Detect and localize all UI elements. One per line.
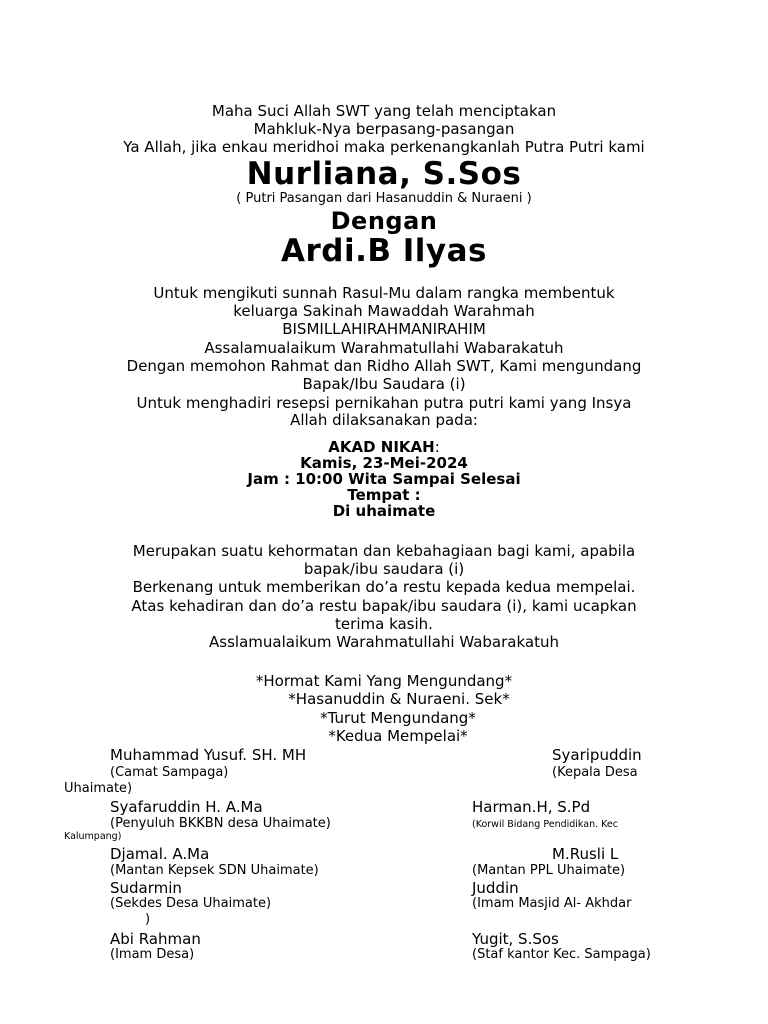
invitee-role: (Sekdes Desa Uhaimate) [110, 896, 272, 911]
invitee-name: Yugit, S.Sos [472, 930, 559, 948]
invitee-name: Syafaruddin H. A.Ma [110, 798, 263, 816]
closing-line-5: terima kasih. [335, 615, 433, 633]
signoff-line-4: *Kedua Mempelai* [328, 727, 468, 745]
event-date: Kamis, 23-Mei-2024 [300, 454, 468, 472]
body-line-7: Untuk menghadiri resepsi pernikahan putra putri kami yang Insya [136, 394, 632, 412]
body-line-2: keluarga Sakinah Mawaddah Warahmah [233, 302, 535, 320]
invitee-name: Syaripuddin [552, 746, 642, 764]
invitee-role: (Penyuluh BKKBN desa Uhaimate) [110, 816, 331, 831]
invitee-role: (Staf kantor Kec. Sampaga) [472, 947, 651, 962]
closing-line-3: Berkenang untuk memberikan do’a restu kepada kedua mempelai. [132, 578, 636, 596]
closing-line-2: bapak/ibu saudara (i) [303, 560, 465, 578]
event-time: Jam : 10:00 Wita Sampai Selesai [247, 470, 521, 488]
connector-dengan: Dengan [330, 207, 438, 235]
signoff-line-3: *Turut Mengundang* [320, 709, 476, 727]
event-place-label: Tempat : [347, 486, 421, 504]
event-label-colon: : [434, 438, 440, 456]
invitee-role: (Mantan PPL Uhaimate) [472, 863, 626, 878]
invitee-role: (Korwil Bidang Pendidikan. Kec [472, 819, 618, 830]
body-line-5: Dengan memohon Rahmat dan Ridho Allah SWT, Kami mengundang [126, 357, 642, 375]
groom-name: Ardi.B Ilyas [280, 233, 488, 269]
invitee-name: Sudarmin [110, 879, 182, 897]
invitee-name: Juddin [472, 879, 519, 897]
invitee-name: Muhammad Yusuf. SH. MH [110, 746, 307, 764]
invitee-name: Djamal. A.Ma [110, 845, 210, 863]
body-line-4: Assalamualaikum Warahmatullahi Wabarakatuh [204, 339, 564, 357]
invitee-role: (Imam Desa) [110, 947, 195, 962]
closing-line-4: Atas kehadiran dan do’a restu bapak/ibu saudara (i), kami ucapkan [131, 597, 637, 615]
body-line-6: Bapak/Ibu Saudara (i) [302, 375, 466, 393]
opening-line-2: Mahkluk-Nya berpasang-pasangan [253, 120, 515, 138]
invitee-role: (Kepala Desa [552, 765, 638, 780]
closing-line-1: Merupakan suatu kehormatan dan kebahagiaan bagi kami, apabila [132, 542, 636, 560]
signoff-line-2: *Hasanuddin & Nuraeni. Sek* [288, 690, 510, 708]
invitee-role: (Imam Masjid Al- Akhdar [472, 896, 632, 911]
invitee-role-continuation: Kalumpang) [64, 831, 122, 842]
bride-parents: ( Putri Pasangan dari Hasanuddin & Nuraeni ) [236, 191, 532, 206]
bride-name: Nurliana, S.Sos [246, 156, 522, 192]
closing-line-6: Asslamualaikum Warahmatullahi Wabarakatuh [209, 633, 559, 651]
body-line-1: Untuk mengikuti sunnah Rasul-Mu dalam rangka membentuk [153, 284, 615, 302]
event-label-text: AKAD NIKAH [328, 438, 435, 456]
body-line-3: BISMILLAHIRAHMANIRAHIM [282, 320, 486, 338]
event-place: Di uhaimate [332, 502, 436, 520]
body-line-8: Allah dilaksanakan pada: [290, 411, 478, 429]
invitee-role-continuation: ) [145, 912, 151, 927]
invitee-name: Abi Rahman [110, 930, 201, 948]
invitee-name: Harman.H, S.Pd [472, 798, 591, 816]
opening-line-1: Maha Suci Allah SWT yang telah menciptakan [211, 102, 557, 120]
signoff-line-1: *Hormat Kami Yang Mengundang* [255, 672, 513, 690]
invitee-role: (Camat Sampaga) [110, 765, 229, 780]
invitee-role: (Mantan Kepsek SDN Uhaimate) [110, 863, 319, 878]
invitee-role-continuation: Uhaimate) [64, 781, 133, 796]
opening-line-3: Ya Allah, jika enkau meridhoi maka perkenangkanlah Putra Putri kami [123, 138, 645, 156]
invitee-name: M.Rusli L [552, 845, 619, 863]
